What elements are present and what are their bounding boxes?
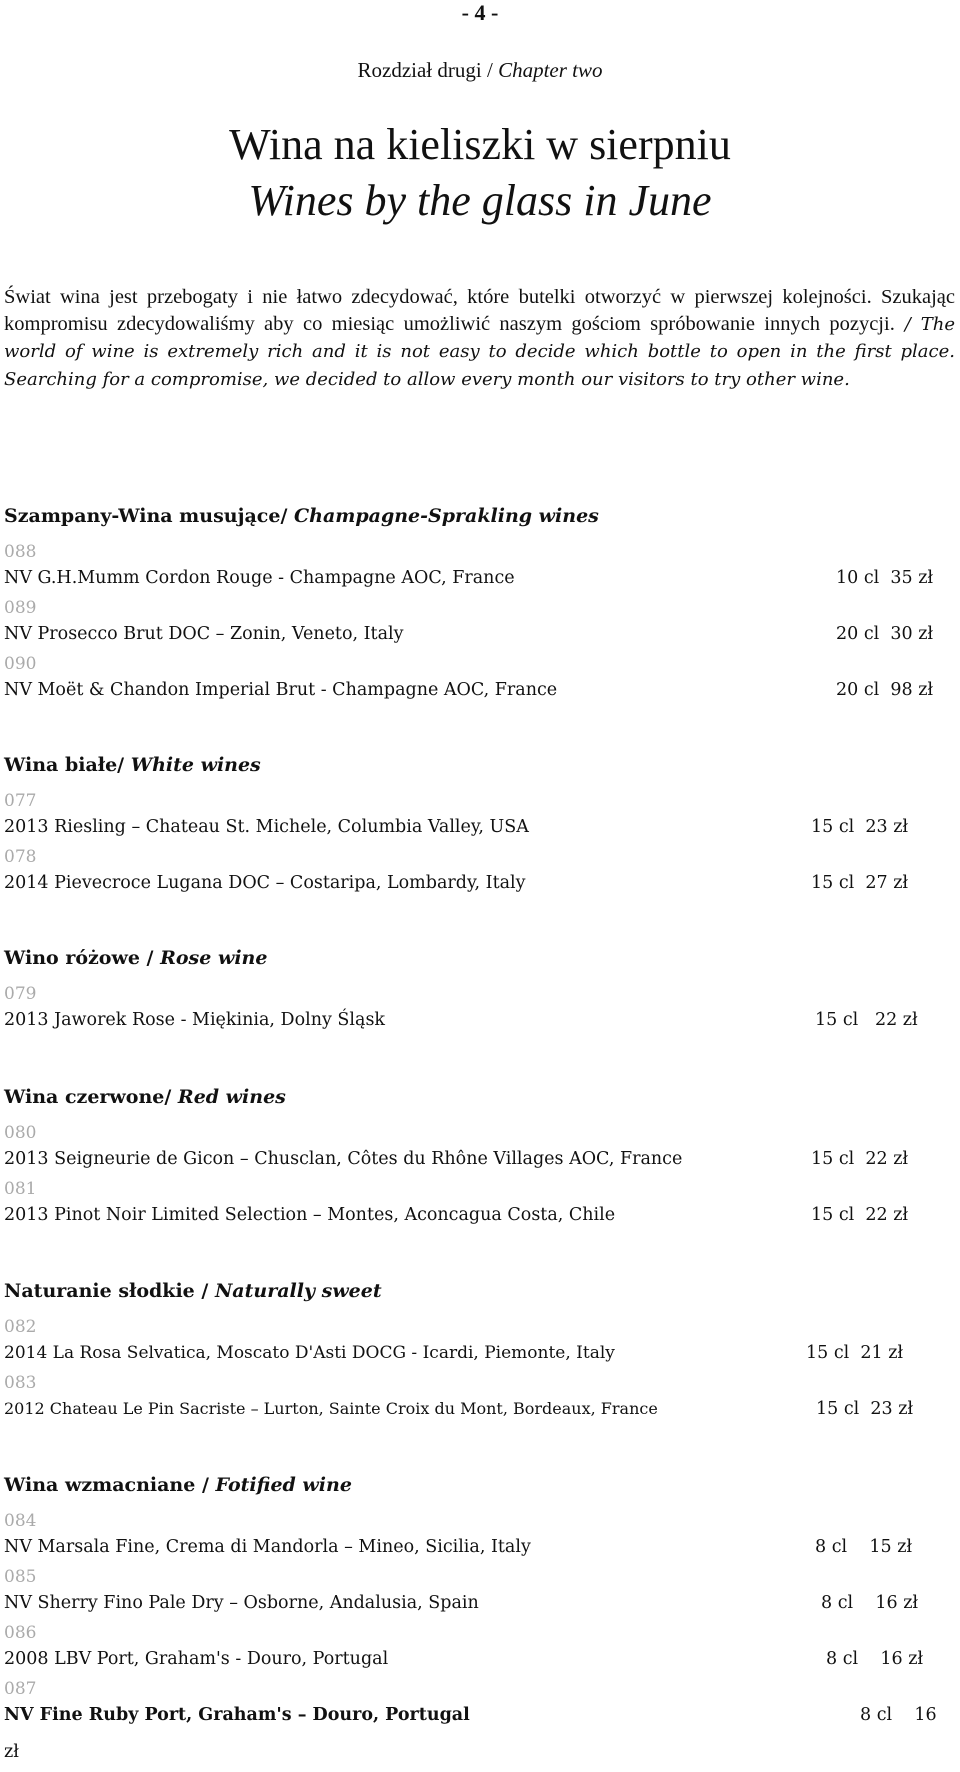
section-heading-en: Fotified wine (215, 1474, 352, 1496)
wine-cost: 23 zł (865, 817, 909, 837)
chapter-heading-en: Chapter two (498, 58, 603, 82)
wine-cost: 98 zł (890, 680, 934, 700)
wine-code: 090 (4, 654, 37, 674)
wine-name: 2014 La Rosa Selvatica, Moscato D'Asti DOCG - Icardi, Piemonte, Italy (4, 1343, 615, 1363)
wine-code: 086 (4, 1623, 37, 1643)
wine-cost: 15 zł (869, 1537, 913, 1557)
page-title-en: Wines by the glass in June (248, 176, 712, 225)
section-heading-red (4, 1084, 286, 1110)
wine-name: NV Fine Ruby Port, Graham's – Douro, Portugal (4, 1705, 470, 1725)
wine-name: 2013 Riesling – Chateau St. Michele, Columbia Valley, USA (4, 817, 529, 837)
wine-price (811, 815, 908, 839)
wine-volume: 15 cl (806, 1343, 850, 1363)
wine-price (806, 1341, 903, 1365)
wine-price (826, 1647, 923, 1671)
section-heading-pl: Wina wzmacniane / (4, 1474, 216, 1496)
wine-price (811, 1203, 908, 1227)
chapter-heading (0, 58, 960, 83)
section-heading-sparkling (4, 503, 599, 529)
wine-price (816, 1397, 913, 1421)
wine-name: 2013 Jaworek Rose - Miękinia, Dolny Śląsk (4, 1010, 386, 1030)
chapter-heading-pl: Rozdział drugi / (357, 58, 499, 82)
wine-name: 2014 Pievecroce Lugana DOC – Costaripa, Lombardy, Italy (4, 873, 526, 893)
wine-cost: 21 zł (860, 1343, 904, 1363)
wine-code: 080 (4, 1123, 37, 1143)
section-heading-en: Naturally sweet (214, 1280, 382, 1302)
section-heading-pl: Wina czerwone/ (4, 1086, 178, 1108)
wine-price (815, 1535, 912, 1559)
section-heading-rose (4, 945, 267, 971)
wine-volume: 8 cl (860, 1705, 893, 1725)
wine-name: NV Prosecco Brut DOC – Zonin, Veneto, Italy (4, 624, 404, 644)
wine-volume: 15 cl (811, 1149, 855, 1169)
intro-text-pl: Świat wina jest przebogaty i nie łatwo zdecydować, które butelki otworzyć w pierwszej kolejności. Szukając kompromisu zdecydowaliśmy aby co miesiąc umożliwić naszym gościom spróbowanie innych pozycji. (4, 286, 955, 335)
section-heading-en: Champagne-Sprakling wines (294, 505, 599, 527)
wine-volume: 15 cl (816, 1399, 860, 1419)
section-heading-white (4, 752, 261, 778)
wine-price (811, 871, 908, 895)
wine-price (860, 1703, 937, 1727)
wine-code: 082 (4, 1317, 37, 1337)
wine-name: NV Sherry Fino Pale Dry – Osborne, Andalusia, Spain (4, 1593, 479, 1613)
wine-cost: 16 (914, 1705, 937, 1725)
section-heading-fortified (4, 1472, 352, 1498)
wine-cost: 16 zł (880, 1649, 924, 1669)
page-title-pl: Wina na kieliszki w sierpniu (229, 120, 731, 169)
section-heading-pl: Naturanie słodkie / (4, 1280, 215, 1302)
intro-paragraph (4, 284, 955, 393)
wine-volume: 10 cl (836, 568, 880, 588)
wine-volume: 15 cl (811, 817, 855, 837)
intro-text-en: / The world of wine is extremely rich and it is not easy to decide which bottle to open in the first place. Searching for a compromise, we decided to allow every month our visitors to try other wine. (4, 313, 955, 390)
wine-volume: 8 cl (826, 1649, 859, 1669)
wine-price-wrap: zł (4, 1742, 19, 1762)
wine-price (836, 678, 933, 702)
wine-name: 2013 Seigneurie de Gicon – Chusclan, Côtes du Rhône Villages AOC, France (4, 1149, 683, 1169)
wine-code: 089 (4, 598, 37, 618)
wine-volume: 15 cl (815, 1010, 859, 1030)
wine-cost: 22 zł (874, 1010, 918, 1030)
section-heading-pl: Szampany-Wina musujące/ (4, 505, 295, 527)
section-heading-en: White wines (130, 754, 261, 776)
wine-code: 081 (4, 1179, 37, 1199)
wine-cost: 23 zł (870, 1399, 914, 1419)
wine-cost: 27 zł (865, 873, 909, 893)
wine-volume: 8 cl (815, 1537, 848, 1557)
wine-code: 085 (4, 1567, 37, 1587)
wine-cost: 35 zł (890, 568, 934, 588)
wine-volume: 8 cl (821, 1593, 854, 1613)
wine-volume: 15 cl (811, 1205, 855, 1225)
wine-code: 087 (4, 1679, 37, 1699)
wine-cost: 22 zł (865, 1149, 909, 1169)
wine-name: 2013 Pinot Noir Limited Selection – Montes, Aconcagua Costa, Chile (4, 1205, 616, 1225)
wine-price (836, 566, 933, 590)
wine-code: 084 (4, 1511, 37, 1531)
wine-name: NV Moët & Chandon Imperial Brut - Champagne AOC, France (4, 680, 558, 700)
wine-volume: 20 cl (836, 680, 880, 700)
section-heading-pl: Wina białe/ (4, 754, 131, 776)
wine-price (821, 1591, 918, 1615)
page-number: - 4 - (461, 0, 499, 25)
wine-cost: 22 zł (865, 1205, 909, 1225)
wine-code: 077 (4, 791, 37, 811)
wine-name: NV Marsala Fine, Crema di Mandorla – Mineo, Sicilia, Italy (4, 1537, 531, 1557)
wine-cost: 16 zł (875, 1593, 919, 1613)
wine-price (811, 1147, 908, 1171)
wine-volume: 20 cl (836, 624, 880, 644)
section-heading-pl: Wino różowe / (4, 947, 161, 969)
wine-name: 2012 Chateau Le Pin Sacriste – Lurton, Sainte Croix du Mont, Bordeaux, France (4, 1399, 658, 1418)
wine-price (815, 1008, 918, 1032)
wine-name: 2008 LBV Port, Graham's - Douro, Portugal (4, 1649, 389, 1669)
wine-code: 083 (4, 1373, 37, 1393)
wine-volume: 15 cl (811, 873, 855, 893)
wine-code: 079 (4, 984, 37, 1004)
wine-code: 088 (4, 542, 37, 562)
wine-cost: 30 zł (890, 624, 934, 644)
section-heading-sweet (4, 1278, 382, 1304)
wine-code: 078 (4, 847, 37, 867)
section-heading-en: Rose wine (160, 947, 268, 969)
section-heading-en: Red wines (177, 1086, 286, 1108)
wine-price (836, 622, 933, 646)
wine-name: NV G.H.Mumm Cordon Rouge - Champagne AOC, France (4, 568, 515, 588)
